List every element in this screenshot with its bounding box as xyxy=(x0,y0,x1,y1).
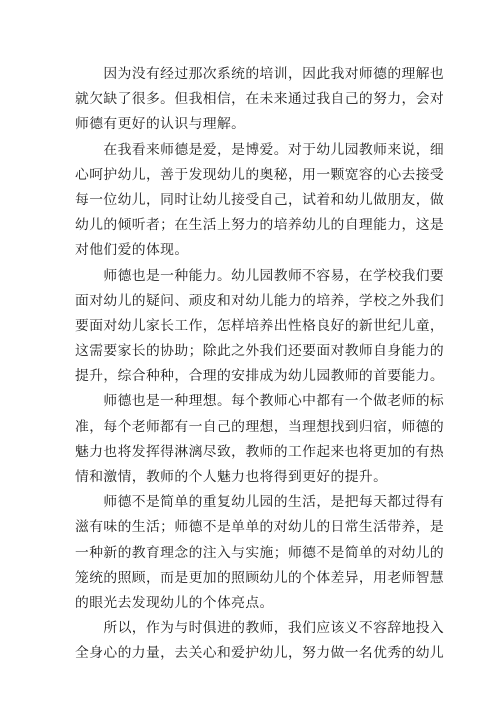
text-line: 幼儿的倾听者；在生活上努力的培养幼儿的自理能力，这是 xyxy=(75,217,445,234)
text-line: 一种新的教育理念的注入与实施；师德不是简单的对幼儿的 xyxy=(75,544,445,561)
text-line: 准，每个老师都有一自己的理想，当理想找到归宿，师德的 xyxy=(75,418,445,435)
paragraph-conclusion xyxy=(75,616,445,666)
paragraph-training xyxy=(75,62,445,138)
text-line: 所以，作为与时俱进的教师，我们应该义不容辞地投入 xyxy=(75,620,445,637)
paragraph-ideal xyxy=(75,389,445,490)
text-line: 对他们爱的体现。 xyxy=(75,242,189,259)
text-line: 师德不是简单的重复幼儿园的生活，是把每天都过得有 xyxy=(75,494,445,511)
document-body xyxy=(75,62,445,667)
text-line: 魅力也将发挥得淋漓尽致，教师的工作起来也将更加的有热 xyxy=(75,443,445,460)
text-line: 提升，综合种种，合理的安排成为幼儿园教师的首要能力。 xyxy=(75,368,445,385)
paragraph-not-simple xyxy=(75,490,445,616)
text-line: 因为没有经过那次系统的培训，因此我对师德的理解也 xyxy=(75,66,445,82)
text-line: 要面对幼儿家长工作，怎样培养出性格良好的新世纪儿童， xyxy=(75,317,445,334)
text-line: 滋有味的生活；师德不是单单的对幼儿的日常生活带养，是 xyxy=(75,519,445,536)
text-line: 面对幼儿的疑问、顽皮和对幼儿能力的培养，学校之外我们 xyxy=(75,292,445,309)
text-line: 情和激情，教师的个人魅力也将得到更好的提升。 xyxy=(75,469,388,485)
text-line: 的眼光去发现幼儿的个体亮点。 xyxy=(75,594,274,611)
text-line: 每一位幼儿，同时让幼儿接受自己，试着和幼儿做朋友，做 xyxy=(75,191,445,208)
text-line: 这需要家长的协助；除此之外我们还要面对教师自身能力的 xyxy=(75,343,445,360)
text-line: 心呵护幼儿，善于发现幼儿的奥秘，用一颗宽容的心去接受 xyxy=(75,166,445,183)
text-line: 笼统的照顾，而是更加的照顾幼儿的个体差异，用老师智慧 xyxy=(75,569,445,586)
paragraph-ability xyxy=(75,264,445,390)
text-line: 师德也是一种理想。每个教师心中都有一个做老师的标 xyxy=(75,393,445,410)
text-line: 就欠缺了很多。但我相信，在未来通过我自己的努力，会对 xyxy=(75,91,445,108)
paragraph-love xyxy=(75,138,445,264)
text-line: 在我看来师德是爱，是博爱。对于幼儿园教师来说，细 xyxy=(75,141,445,158)
text-line: 全身心的力量，去关心和爱护幼儿，努力做一名优秀的幼儿 xyxy=(75,645,445,662)
text-line: 师德有更好的认识与理解。 xyxy=(75,116,246,133)
text-line: 师德也是一种能力。幼儿园教师不容易，在学校我们要 xyxy=(75,267,445,284)
